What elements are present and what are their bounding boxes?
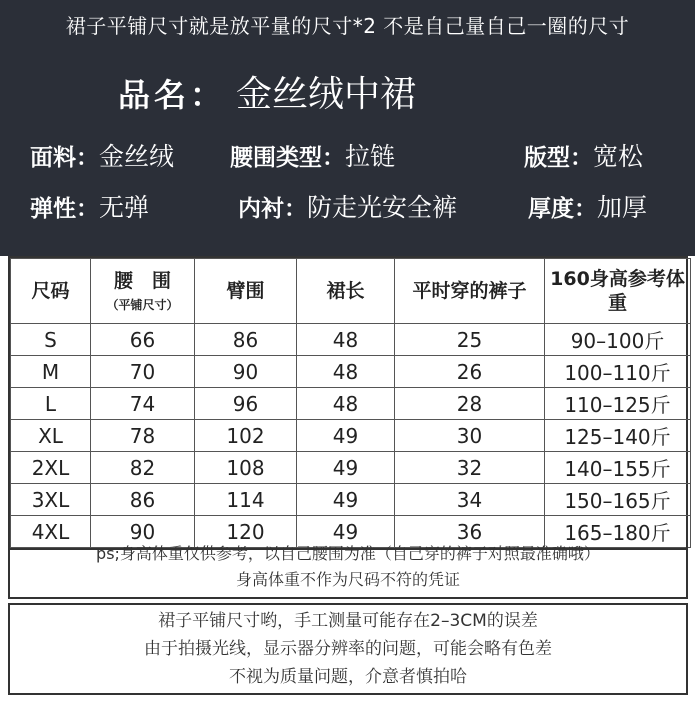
disclaimer-note bbox=[8, 603, 688, 695]
size-table-header-row bbox=[11, 259, 691, 324]
attr-thickness bbox=[528, 188, 647, 228]
product-name-value: 金丝绒中裙 bbox=[236, 74, 417, 115]
cell-weight-ref: 110–125斤 bbox=[545, 388, 691, 420]
cell-hip: 114 bbox=[195, 484, 297, 516]
size-table-wrapper bbox=[8, 256, 688, 550]
cell-hip: 90 bbox=[195, 356, 297, 388]
cell-pants-size: 32 bbox=[395, 452, 545, 484]
cell-waist: 66 bbox=[91, 324, 195, 356]
attr-fit-key: 版型： bbox=[524, 145, 593, 171]
attr-elasticity-value: 无弹 bbox=[99, 193, 150, 222]
attr-elasticity-key: 弹性： bbox=[30, 196, 99, 222]
attr-fabric bbox=[30, 137, 174, 177]
cell-weight-ref: 90–100斤 bbox=[545, 324, 691, 356]
cell-size: M bbox=[11, 356, 91, 388]
cell-waist: 70 bbox=[91, 356, 195, 388]
cell-length: 48 bbox=[297, 388, 395, 420]
header-pants-size: 平时穿的裤子 bbox=[395, 259, 545, 324]
cell-pants-size: 26 bbox=[395, 356, 545, 388]
header-waist-sub: （平铺尺寸） bbox=[106, 298, 179, 312]
cell-pants-size: 30 bbox=[395, 420, 545, 452]
table-row bbox=[11, 452, 691, 484]
cell-length: 48 bbox=[297, 356, 395, 388]
cell-size: 4XL bbox=[11, 516, 91, 548]
cell-waist: 74 bbox=[91, 388, 195, 420]
size-table bbox=[10, 258, 691, 548]
attr-waist-type bbox=[230, 137, 395, 177]
attr-elasticity bbox=[30, 188, 149, 228]
cell-hip: 86 bbox=[195, 324, 297, 356]
attr-lining bbox=[238, 188, 457, 228]
cell-waist: 90 bbox=[91, 516, 195, 548]
disclaimer-line-1: 裙子平铺尺寸哟，手工测量可能存在2–3CM的误差 bbox=[158, 611, 538, 631]
attr-fabric-key: 面料： bbox=[30, 145, 99, 171]
header-weight-ref: 160身高参考体重 bbox=[545, 259, 691, 324]
cell-pants-size: 28 bbox=[395, 388, 545, 420]
cell-pants-size: 34 bbox=[395, 484, 545, 516]
product-info-header bbox=[0, 0, 695, 256]
attr-waist-type-key: 腰围类型： bbox=[230, 145, 345, 171]
cell-hip: 108 bbox=[195, 452, 297, 484]
cell-hip: 102 bbox=[195, 420, 297, 452]
cell-weight-ref: 140–155斤 bbox=[545, 452, 691, 484]
cell-waist: 78 bbox=[91, 420, 195, 452]
size-table-body bbox=[11, 324, 691, 548]
attr-thickness-key: 厚度： bbox=[528, 196, 597, 222]
attr-thickness-value: 加厚 bbox=[597, 193, 648, 222]
header-hip: 臂围 bbox=[195, 259, 297, 324]
attr-fit bbox=[524, 137, 643, 177]
cell-pants-size: 36 bbox=[395, 516, 545, 548]
cell-waist: 86 bbox=[91, 484, 195, 516]
disclaimer-line-2: 由于拍摄光线，显示器分辨率的问题，可能会略有色差 bbox=[144, 639, 552, 659]
cell-size: L bbox=[11, 388, 91, 420]
cell-size: 3XL bbox=[11, 484, 91, 516]
cell-size: 2XL bbox=[11, 452, 91, 484]
table-row bbox=[11, 388, 691, 420]
cell-size: S bbox=[11, 324, 91, 356]
header-size: 尺码 bbox=[11, 259, 91, 324]
cell-size: XL bbox=[11, 420, 91, 452]
product-name-label: 品名： bbox=[118, 76, 227, 114]
table-row bbox=[11, 484, 691, 516]
cell-weight-ref: 165–180斤 bbox=[545, 516, 691, 548]
cell-weight-ref: 100–110斤 bbox=[545, 356, 691, 388]
cell-hip: 96 bbox=[195, 388, 297, 420]
ps-note bbox=[8, 537, 688, 599]
attr-lining-value: 防走光安全裤 bbox=[307, 193, 458, 222]
cell-weight-ref: 150–165斤 bbox=[545, 484, 691, 516]
cell-weight-ref: 125–140斤 bbox=[545, 420, 691, 452]
table-row bbox=[11, 420, 691, 452]
ps-note-line-1: ps;身高体重仅供参考，以自己腰围为准（自己穿的裤子对照最准确哦） bbox=[96, 544, 600, 563]
measurement-note: 裙子平铺尺寸就是放平量的尺寸*2 不是自己量自己一圈的尺寸 bbox=[65, 14, 630, 38]
header-waist-label: 腰 围 bbox=[113, 270, 171, 292]
cell-length: 48 bbox=[297, 324, 395, 356]
attr-waist-type-value: 拉链 bbox=[345, 142, 396, 171]
cell-length: 49 bbox=[297, 420, 395, 452]
table-row bbox=[11, 356, 691, 388]
cell-length: 49 bbox=[297, 452, 395, 484]
disclaimer-line-3: 不视为质量问题，介意者慎拍哈 bbox=[229, 667, 467, 687]
cell-length: 49 bbox=[297, 516, 395, 548]
attr-fabric-value: 金丝绒 bbox=[99, 142, 175, 171]
product-name-line bbox=[118, 70, 598, 120]
cell-pants-size: 25 bbox=[395, 324, 545, 356]
header-length: 裙长 bbox=[297, 259, 395, 324]
cell-waist: 82 bbox=[91, 452, 195, 484]
cell-hip: 120 bbox=[195, 516, 297, 548]
ps-note-line-2: 身高体重不作为尺码不符的凭证 bbox=[235, 570, 460, 589]
header-waist bbox=[91, 259, 195, 324]
cell-length: 49 bbox=[297, 484, 395, 516]
attr-lining-key: 内衬： bbox=[238, 196, 307, 222]
table-row bbox=[11, 324, 691, 356]
attr-fit-value: 宽松 bbox=[593, 142, 644, 171]
